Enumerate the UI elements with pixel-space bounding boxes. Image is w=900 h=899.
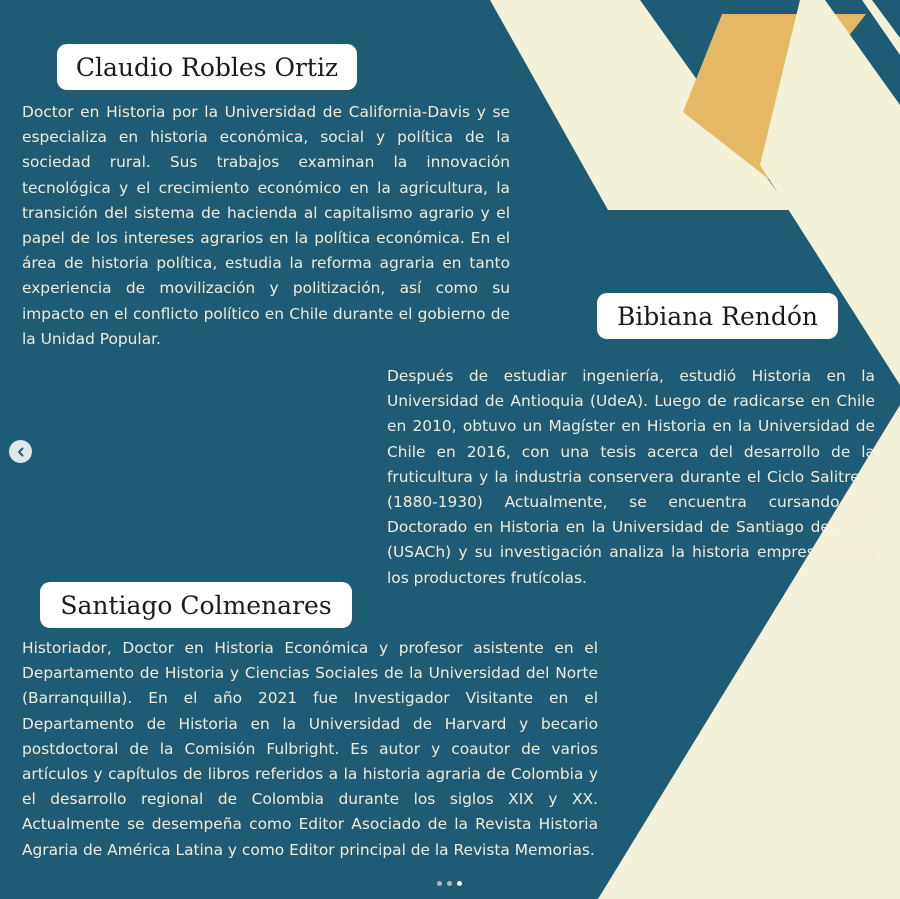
- carousel-dot[interactable]: [447, 881, 452, 886]
- carousel-dots: [437, 881, 462, 886]
- chevron-left-icon: [15, 446, 27, 458]
- bio-text-claudio: Doctor en Historia por la Universidad de California-Davis y se especializa en historia económica, social y política de la sociedad rural. Sus trabajos examinan la innovación tecnológica y el crecimiento económico en la agricultura, la transición del sistema de hacienda al capitalismo agrario y el papel de los intereses agrarios en la política económica. En el área de historia política, estudia la reforma agraria en tanto experiencia de movilización y politización, así como su impacto en el conflicto político en Chile durante el gobierno de la Unidad Popular.: [22, 103, 510, 348]
- person-name: Bibiana Rendón: [616, 301, 819, 331]
- person-name: Santiago Colmenares: [60, 590, 332, 620]
- bio-text-bibiana: Después de estudiar ingeniería, estudió Historia en la Universidad de Antioquia (UdeA). Luego de radicarse en Chile en 2010, obtuvo un Magíster en Historia en la Universidad de Chile en 2016, con una tesis acerca del desarrollo de la fruticultura y la industria conservera durante el Ciclo Salitrero (1880-1930) Actualmente, se encuentra cursando el Doctorado en Historia en la Universidad de Santiago de Chile (USACh) y su investigación analiza la historia empresarial de los productores frutícolas.: [387, 367, 875, 587]
- cream-sliver-right: [862, 0, 900, 55]
- name-card-santiago: [40, 582, 352, 628]
- carousel-dot[interactable]: [437, 881, 442, 886]
- carousel-prev-button[interactable]: [9, 440, 32, 463]
- person-name: Claudio Robles Ortiz: [75, 52, 339, 82]
- name-card-bibiana: [597, 293, 838, 339]
- name-card-claudio: [57, 44, 357, 90]
- bio-text-santiago: Historiador, Doctor en Historia Económica y profesor asistente en el Departamento de Historia y Ciencias Sociales de la Universidad del Norte (Barranquilla). En el año 2021 fue Investigador Visitante en el Departamento de Historia en la Universidad de Harvard y becario postdoctoral de la Comisión Fulbright. Es autor y coautor de varios artículos y capítulos de libros referidos a la historia agraria de Colombia y el desarrollo regional de Colombia durante los siglos XIX y XX. Actualmente se desempeña como Editor Asociado de la Revista Historia Agraria de América Latina y como Editor principal de la Revista Memorias.: [22, 639, 598, 859]
- carousel-dot-active[interactable]: [457, 881, 462, 886]
